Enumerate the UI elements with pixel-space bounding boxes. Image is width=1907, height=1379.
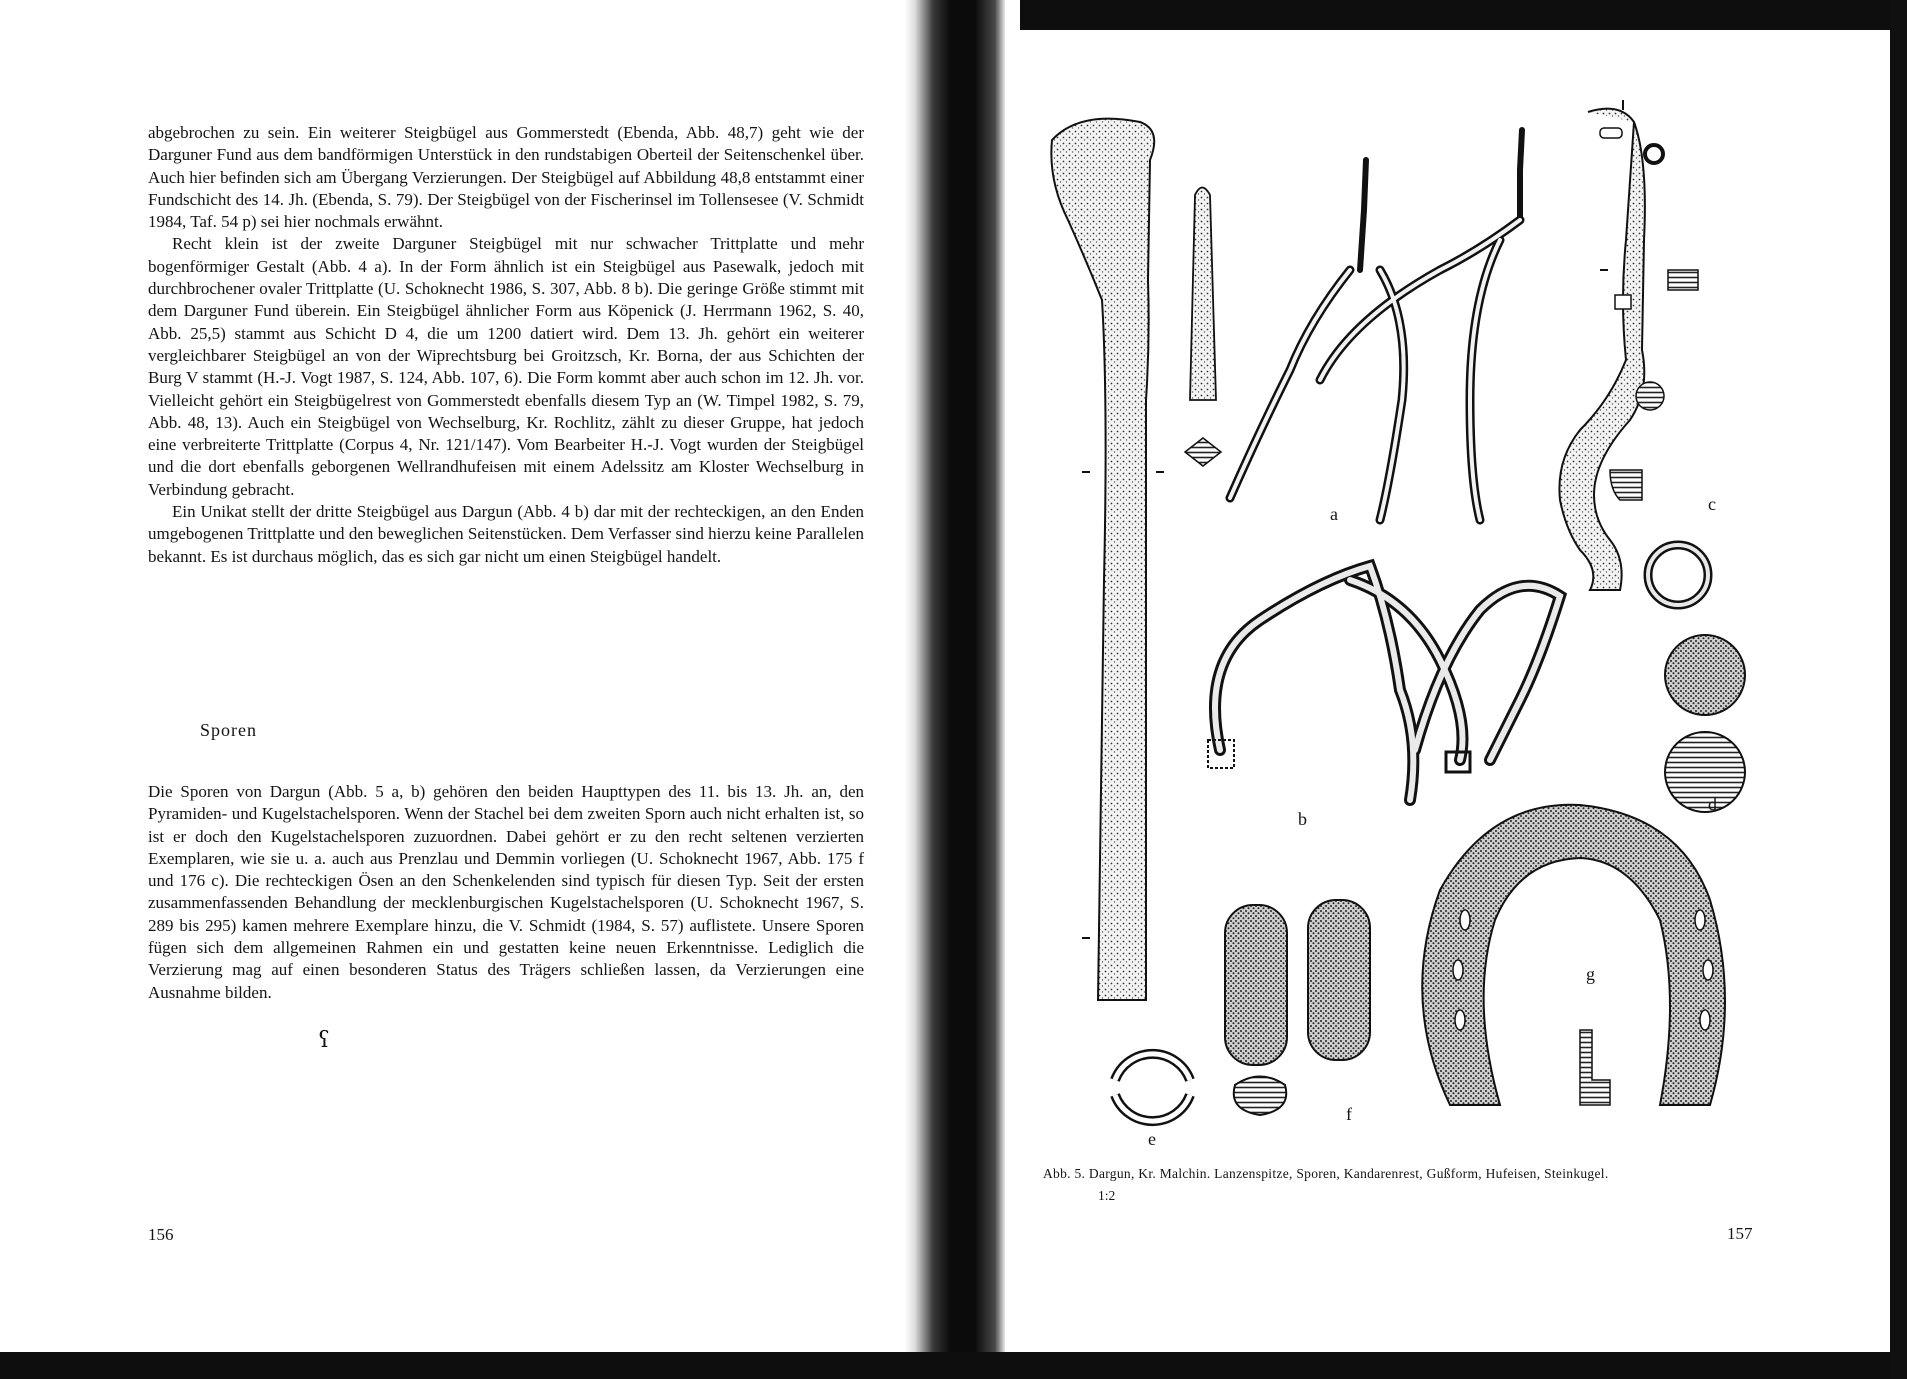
spur-b-inner (1215, 566, 1560, 800)
figure-caption: Abb. 5. Dargun, Kr. Malchin. Lanzenspitze, Sporen, Kandarenrest, Gußform, Hufeisen, Steinkugel. (1043, 1166, 1609, 1181)
spear-point-drawing (1185, 188, 1221, 467)
scan-edge-top (1020, 0, 1907, 30)
paragraph-sporen: Die Sporen von Dargun (Abb. 5 a, b) gehören den beiden Haupttypen des 11. bis 13. Jh. an, den Pyramiden- und Kugelstachelsporen. Wenn der Stachel bei dem zweiten Sporn auch nicht erhalten ist, so ist er doch den Kugelstachelsporen zuzuordnen. Dabei gehört er zu den recht seltenen verzierten Exemplaren, wie sie u. a. auch aus Prenzlau und Demmin vorliegen (U. Schoknecht 1967, Abb. 175 f und 176 c). Die rechteckigen Ösen an den Schenkelenden sind typisch für diesen Typ. Seit der ersten zusammenfassenden Behandlung der mecklenburgischen Kugelstachelsporen (U. Schoknecht 1967, S. 289 bis 295) kamen mehrere Exemplare hinzu, die V. Schmidt (1984, S. 57) auflistete. Unsere Sporen fügen sich dem allgemeinen Rahmen ein und gestatten keine neuen Erkenntnisse. Lediglich die Verzierung mag auf einen besonderen Status des Trägers schließen lassen, da Verzierungen eine Ausnahme bilden. (148, 782, 864, 1002)
body-text-stirrups (148, 122, 864, 568)
page-number-left: 156 (148, 1225, 174, 1244)
lance-shaft-drawing (1051, 119, 1164, 1000)
figure-scale: 1:2 (1098, 1188, 1116, 1203)
figure-label-g: g (1586, 964, 1595, 984)
paragraph-1: abgebrochen zu sein. Ein weiterer Steigbügel aus Gommerstedt (Ebenda, Abb. 48,7) geht wie der Darguner Fund aus dem bandförmigen Unterstück in den rundstabigen Oberteil der Seitenschenkel über. Auch hier befinden sich am Übergang Verzierungen. Der Steigbügel auf Abbildung 48,8 entstammt einer Fundschicht des 14. Jh. (Ebenda, S. 79). Der Steigbügel von der Fischerinsel im Tollensesee (V. Schmidt 1984, Taf. 54 p) sei hier nochmals erwähnt. (148, 123, 864, 232)
paragraph-3: Ein Unikat stellt der dritte Steigbügel aus Dargun (Abb. 4 b) dar mit der rechteckigen, an den Enden umgebogenen Trittplatte und den beweglichen Seitenstücken. Dem Verfasser sind hierzu keine Parallelen bekannt. Es ist durchaus möglich, das es sich gar nicht um einen Steigbügel handelt. (148, 502, 864, 566)
ring-e-drawing (1115, 1054, 1190, 1121)
book-gutter (905, 0, 1005, 1360)
figure-label-e: e (1148, 1129, 1156, 1149)
left-page (0, 0, 905, 1350)
bit-fragment-c-drawing (1559, 100, 1708, 605)
stray-mark: ʕ (318, 1028, 330, 1053)
figure-label-c: c (1708, 494, 1716, 514)
stone-ball-d-drawing (1665, 635, 1745, 812)
section-heading-sporen: Sporen (200, 720, 257, 740)
paragraph-2: Recht klein ist der zweite Darguner Steigbügel mit nur schwacher Trittplatte und mehr bogenförmiger Gestalt (Abb. 4 a). In der Form ähnlich ist ein Steigbügel aus Pasewalk, jedoch mit durchbrochener ovaler Trittplatte (U. Schoknecht 1986, S. 307, Abb. 8 b). Die geringe Größe stimmt mit dem Darguner Fund überein. Ein Steigbügel ähnlicher Form aus Köpenick (J. Herrmann 1962, S. 40, Abb. 25,5) stammt aus Schicht D 4, die um 1200 datiert wird. Dem 13. Jh. gehört ein weiterer vergleichbarer Steigbügel an von der Wiprechtsburg bei Groitzsch, Kr. Borna, der aus Schichten der Burg V stammt (H.-J. Vogt 1987, S. 124, Abb. 107, 6). Die Form kommt aber auch schon im 12. Jh. vor. Vielleicht gehört ein Steigbügelrest von Gommerstedt ebenfalls diesem Typ an (W. Timpel 1982, S. 79, Abb. 48, 13). Auch ein Steigbügel von Wechselburg, Kr. Rochlitz, zählt zu dieser Gruppe, hat jedoch eine verbreiterte Trittplatte (Corpus 4, Nr. 121/147). Vom Bearbeiter H.-J. Vogt wurden der Steigbügel und die dort ebenfalls geborgenen Wellrandhufeisen mit einem Adelssitz am Kloster Wechselburg in Verbindung gebracht. (148, 234, 864, 499)
mould-f-drawing (1225, 900, 1370, 1115)
scan-edge-bottom (0, 1352, 1907, 1379)
figure-abb-5 (1020, 100, 1820, 1150)
horseshoe-g-drawing (1422, 805, 1725, 1105)
figure-label-a: a (1330, 504, 1338, 524)
body-text-spurs (148, 764, 864, 1021)
figure-label-d: d (1708, 794, 1717, 814)
figure-label-f: f (1346, 1104, 1352, 1124)
page-number-right: 157 (1727, 1224, 1753, 1243)
figure-label-b: b (1298, 809, 1307, 829)
spur-a-drawing (1230, 130, 1522, 520)
scan-edge-right (1890, 0, 1907, 1379)
